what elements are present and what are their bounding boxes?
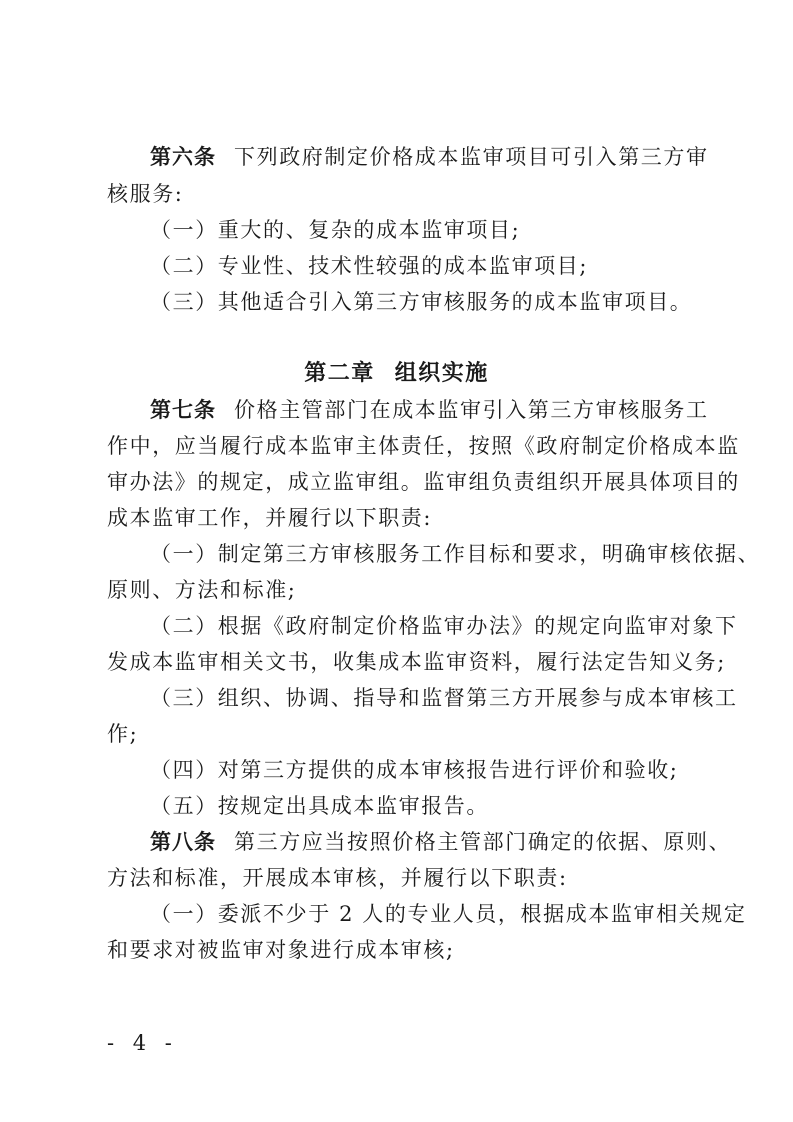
- chapter-heading: [0, 356, 793, 392]
- article8-line2: 方法和标准，开展成本审核，并履行以下职责:: [107, 866, 568, 890]
- article7-line1: [150, 392, 710, 428]
- article7-item3-line1: （三）组织、协调、指导和监督第三方开展参与成本审核工: [150, 686, 738, 710]
- article8-item1-line1: （一）委派不少于 2 人的专业人员，根据成本监审相关规定: [150, 902, 747, 926]
- article7-item4: （四）对第三方提供的成本审核报告进行评价和验收;: [150, 758, 679, 782]
- article6-text: 下列政府制定价格成本监审项目可引入第三方审: [234, 145, 709, 169]
- chapter-number: 第二章: [304, 361, 375, 386]
- article7-item1-line1: （一）制定第三方审核服务工作目标和要求，明确审核依据、: [150, 542, 761, 566]
- article7-line4: 成本监审工作，并履行以下职责:: [107, 506, 433, 530]
- article6-item1: （一）重大的、复杂的成本监审项目;: [150, 218, 521, 242]
- article7-item2-line2: 发成本监审相关文书，收集成本监审资料，履行法定告知义务;: [107, 650, 726, 674]
- article6-item2: （二）专业性、技术性较强的成本监审项目;: [150, 254, 589, 278]
- article8-line1: [150, 824, 732, 860]
- article6-heading: 第六条: [150, 145, 216, 169]
- article7-line2: 作中，应当履行成本监审主体责任，按照《政府制定价格成本监: [107, 434, 740, 458]
- article8-item1-line2: 和要求对被监审对象进行成本审核;: [107, 938, 455, 962]
- chapter-title: 组织实施: [394, 361, 489, 386]
- article7-text: 价格主管部门在成本监审引入第三方审核服务工: [234, 398, 709, 422]
- article7-item2-line1: （二）根据《政府制定价格监审办法》的规定向监审对象下: [150, 614, 738, 638]
- article7-item5: （五）按规定出具成本监审报告。: [150, 794, 489, 818]
- article6-line1: [150, 139, 710, 175]
- article7-item1-line2: 原则、方法和标准;: [107, 578, 297, 602]
- article7-line3: 审办法》的规定，成立监审组。监审组负责组织开展具体项目的: [107, 470, 740, 494]
- article8-text: 第三方应当按照价格主管部门确定的依据、原则、: [234, 830, 732, 854]
- article7-heading: 第七条: [150, 398, 216, 422]
- article6-line2: 核服务:: [107, 182, 184, 206]
- article8-heading: 第八条: [150, 830, 216, 854]
- page-number: - 4 -: [107, 1031, 178, 1055]
- article7-item3-line2: 作;: [107, 722, 139, 746]
- article6-item3: （三）其他适合引入第三方审核服务的成本监审项目。: [150, 290, 693, 314]
